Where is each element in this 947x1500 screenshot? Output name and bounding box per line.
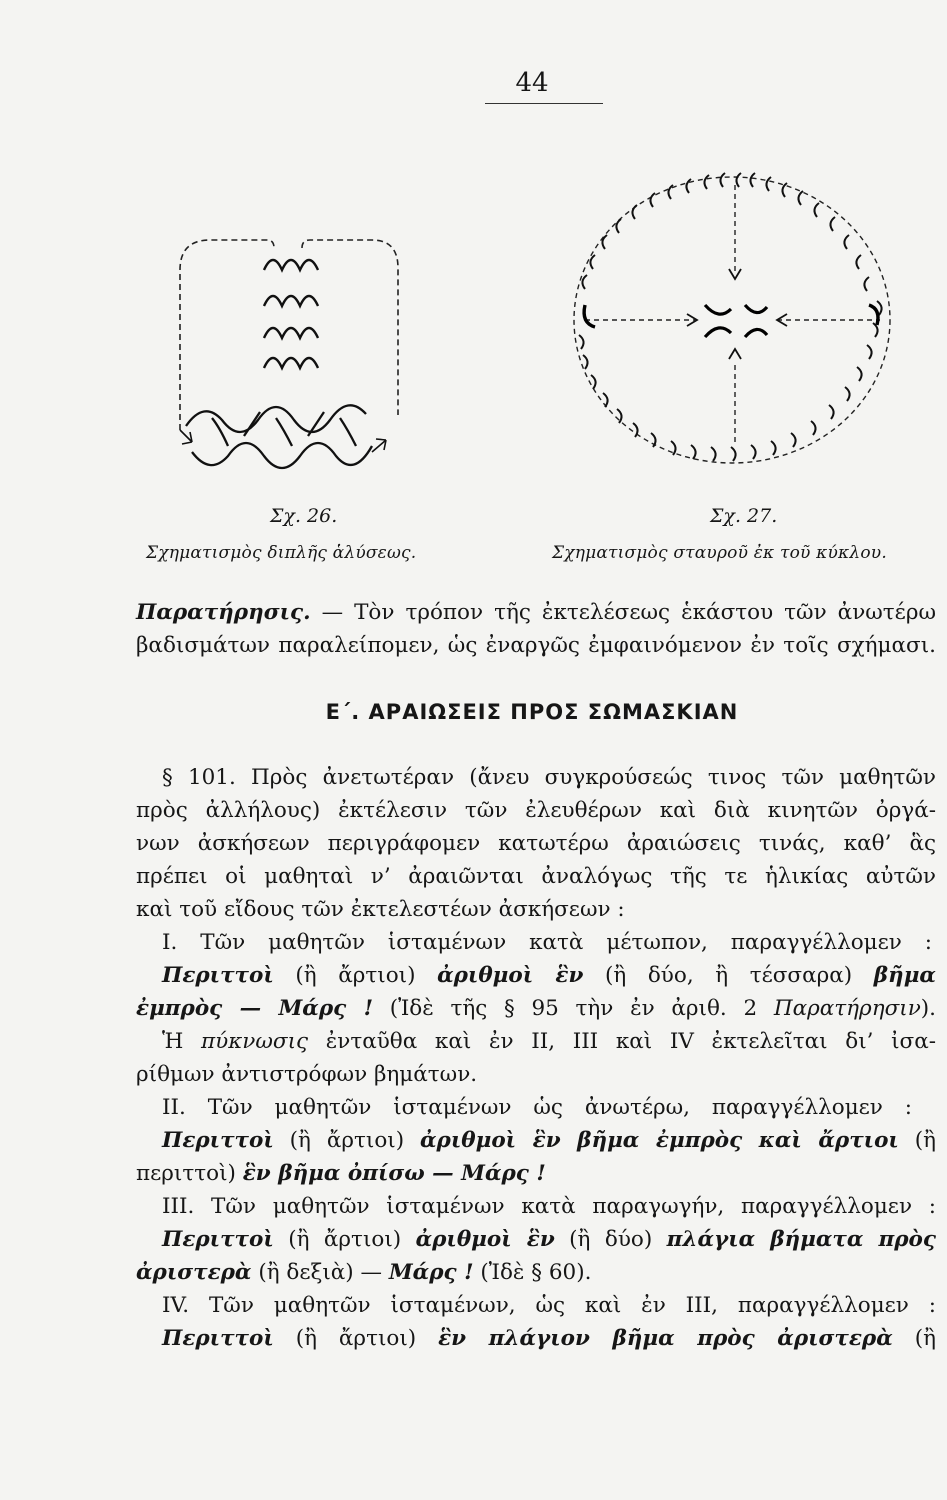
item-IV-intro: IV. Τῶν μαθητῶν ἱσταμένων, ὡς καὶ ἐν III, παραγγέλλομεν : — [162, 1293, 936, 1318]
figure-26-diagram — [172, 230, 412, 475]
page-number: 44 — [515, 68, 549, 98]
note-line-1: Παρατήρησις. — Τὸν τρόπον τῆς ἐκτελέσεως ἑκάστου τῶν ἀνωτέρω — [136, 600, 936, 625]
par101-line: καὶ τοῦ εἴδους τῶν ἐκτελεστέων ἀσκήσεων : — [136, 897, 625, 922]
paragraph-101 — [136, 761, 936, 1355]
item-I-line: ρίθμων ἀντιστρόφων βημάτων. — [136, 1062, 478, 1087]
figure-26-caption: Σχηματισμὸς διπλῆς ἁλύσεως. — [146, 543, 417, 563]
par101-line: πρὸς ἀλλήλους) ἐκτέλεσιν τῶν ἐλευθέρων καὶ διὰ κινητῶν ὀργά- — [136, 798, 936, 823]
item-I-line: Ἡ πύκνωσις ἐνταῦθα καὶ ἐν II, III καὶ IV ἐκτελεῖται δι’ ἰσα- — [162, 1029, 936, 1054]
par101-line: πρέπει οἱ μαθηταὶ ν’ ἀραιῶνται ἀναλόγως τῆς τε ἡλικίας αὐτῶν — [136, 864, 936, 889]
section-title: Ε΄. ΑΡΑΙΩΣΕΙΣ ΠΡΟΣ ΣΩΜΑΣΚΙΑΝ — [325, 700, 739, 724]
figure-26-number: Σχ. 26. — [270, 505, 338, 527]
figure-27-number: Σχ. 27. — [710, 505, 778, 527]
par101-line: νων ἀσκήσεων περιγράφομεν κατωτέρω ἀραιώσεις τινάς, καθ’ ἃς — [136, 831, 936, 856]
item-I-line: Περιττοὶ (ἢ ἄρτιοι) ἀριθμοὶ ἓν (ἢ δύο, ἢ τέσσαρα) βῆμα — [162, 963, 936, 988]
item-II-line: Περιττοὶ (ἢ ἄρτιοι) ἀριθμοὶ ἓν βῆμα ἐμπρὸς καὶ ἄρτιοι (ἢ — [162, 1128, 936, 1153]
item-I-line: ἐμπρὸς — Μάρς ! (Ἰδὲ τῆς § 95 τὴν ἐν ἀριθ. 2 Παρατήρησιν). — [136, 996, 936, 1021]
note-line-2: βαδισμάτων παραλείπομεν, ὡς ἐναργῶς ἐμφαινόμενον ἐν τοῖς σχήμασι. — [136, 633, 936, 658]
par101-line: § 101. Πρὸς ἀνετωτέραν (ἄνευ συγκρούσεώς τινος τῶν μαθητῶν — [162, 765, 936, 790]
note-paragraph — [136, 596, 936, 662]
figure-27-diagram — [555, 155, 905, 485]
item-III-line: ἀριστερὰ (ἢ δεξιὰ) — Μάρς ! (Ἰδὲ § 60). — [136, 1260, 592, 1285]
item-I-intro: Ι. Τῶν μαθητῶν ἱσταμένων κατὰ μέτωπον, παραγγέλλομεν : — [162, 930, 932, 955]
figure-27-caption: Σχηματισμὸς σταυροῦ ἐκ τοῦ κύκλου. — [552, 543, 887, 563]
item-IV-line: Περιττοὶ (ἢ ἄρτιοι) ἓν πλάγιον βῆμα πρὸς ἀριστερὰ (ἢ — [162, 1326, 936, 1351]
header-rule — [485, 103, 603, 104]
item-III-line: Περιττοὶ (ἢ ἄρτιοι) ἀριθμοὶ ἓν (ἢ δύο) πλάγια βήματα πρὸς — [162, 1227, 936, 1252]
item-II-intro: II. Τῶν μαθητῶν ἱσταμένων ὡς ἀνωτέρω, παραγγέλλομεν : — [162, 1095, 912, 1120]
note-label: Παρατήρησις. — [136, 600, 311, 625]
item-II-line: περιττοὶ) ἓν βῆμα ὀπίσω — Μάρς ! — [136, 1161, 546, 1186]
item-III-intro: III. Τῶν μαθητῶν ἱσταμένων κατὰ παραγωγήν, παραγγέλλομεν : — [162, 1194, 936, 1219]
